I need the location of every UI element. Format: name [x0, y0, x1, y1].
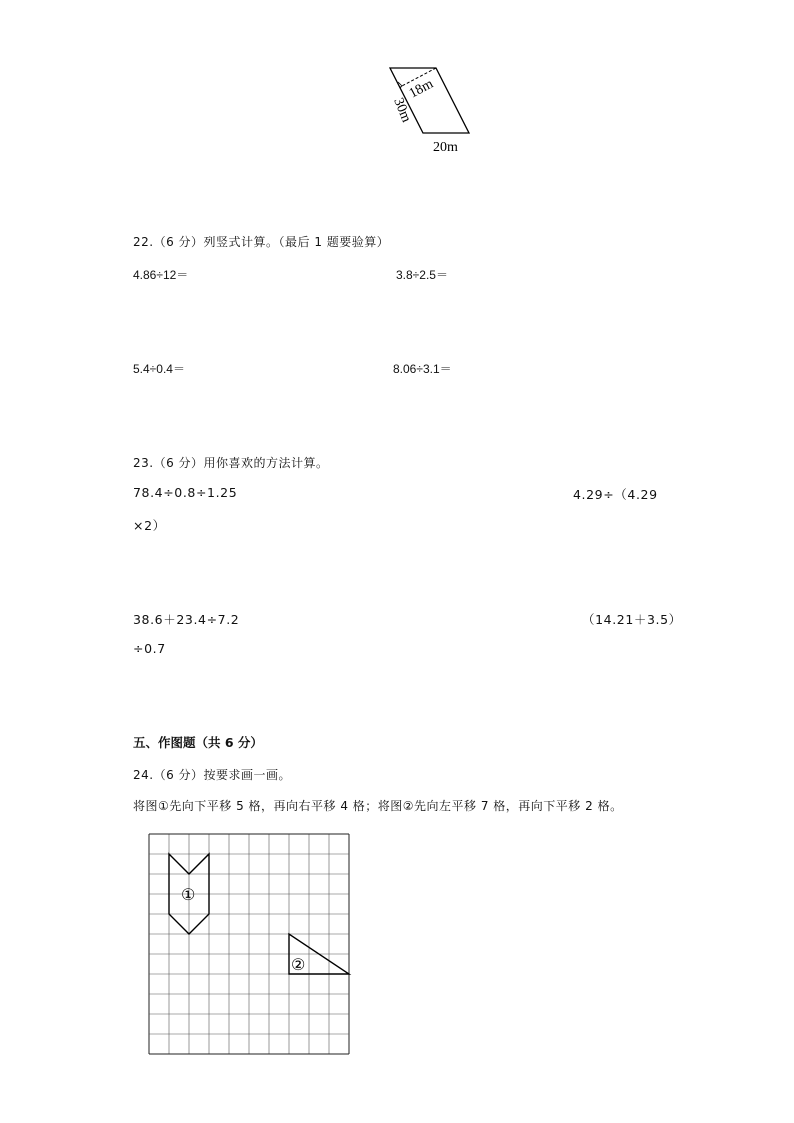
q23-item-4-part2: ÷0.7: [133, 641, 166, 656]
q22-item-3: 5.4÷0.4＝: [133, 362, 185, 376]
q23-item-3: 38.6＋23.4÷7.2: [133, 612, 240, 627]
shape-2-label: ②: [291, 957, 306, 974]
q23-title: 23.（6 分）用你喜欢的方法计算。: [133, 456, 329, 470]
height-label: 18m: [406, 76, 436, 102]
q23-item-4-part1: （14.21＋3.5）: [582, 612, 682, 627]
q24-instruction: 将图①先向下平移 5 格，再向右平移 4 格；将图②先向左平移 7 格，再向下平移 2 格。: [133, 799, 623, 813]
q22-title: 22.（6 分）列竖式计算。（最后 1 题要验算）: [133, 235, 390, 249]
shape-1-label: ①: [181, 887, 196, 904]
q24-title: 24.（6 分）按要求画一画。: [133, 768, 292, 782]
q22-item-1: 4.86÷12＝: [133, 268, 189, 282]
q23-item-2-part2: ×2）: [133, 518, 166, 533]
section-5-title: 五、作图题（共 6 分）: [133, 735, 263, 750]
grid-lines: [149, 834, 349, 1054]
q22-item-4: 8.06÷3.1＝: [393, 362, 452, 376]
q22-item-2: 3.8÷2.5＝: [396, 268, 448, 282]
base-label: 20m: [433, 140, 458, 155]
side-label: 30m: [390, 95, 414, 125]
q23-item-2-part1: 4.29÷（4.29: [573, 487, 658, 502]
q23-item-1: 78.4÷0.8÷1.25: [133, 485, 238, 500]
